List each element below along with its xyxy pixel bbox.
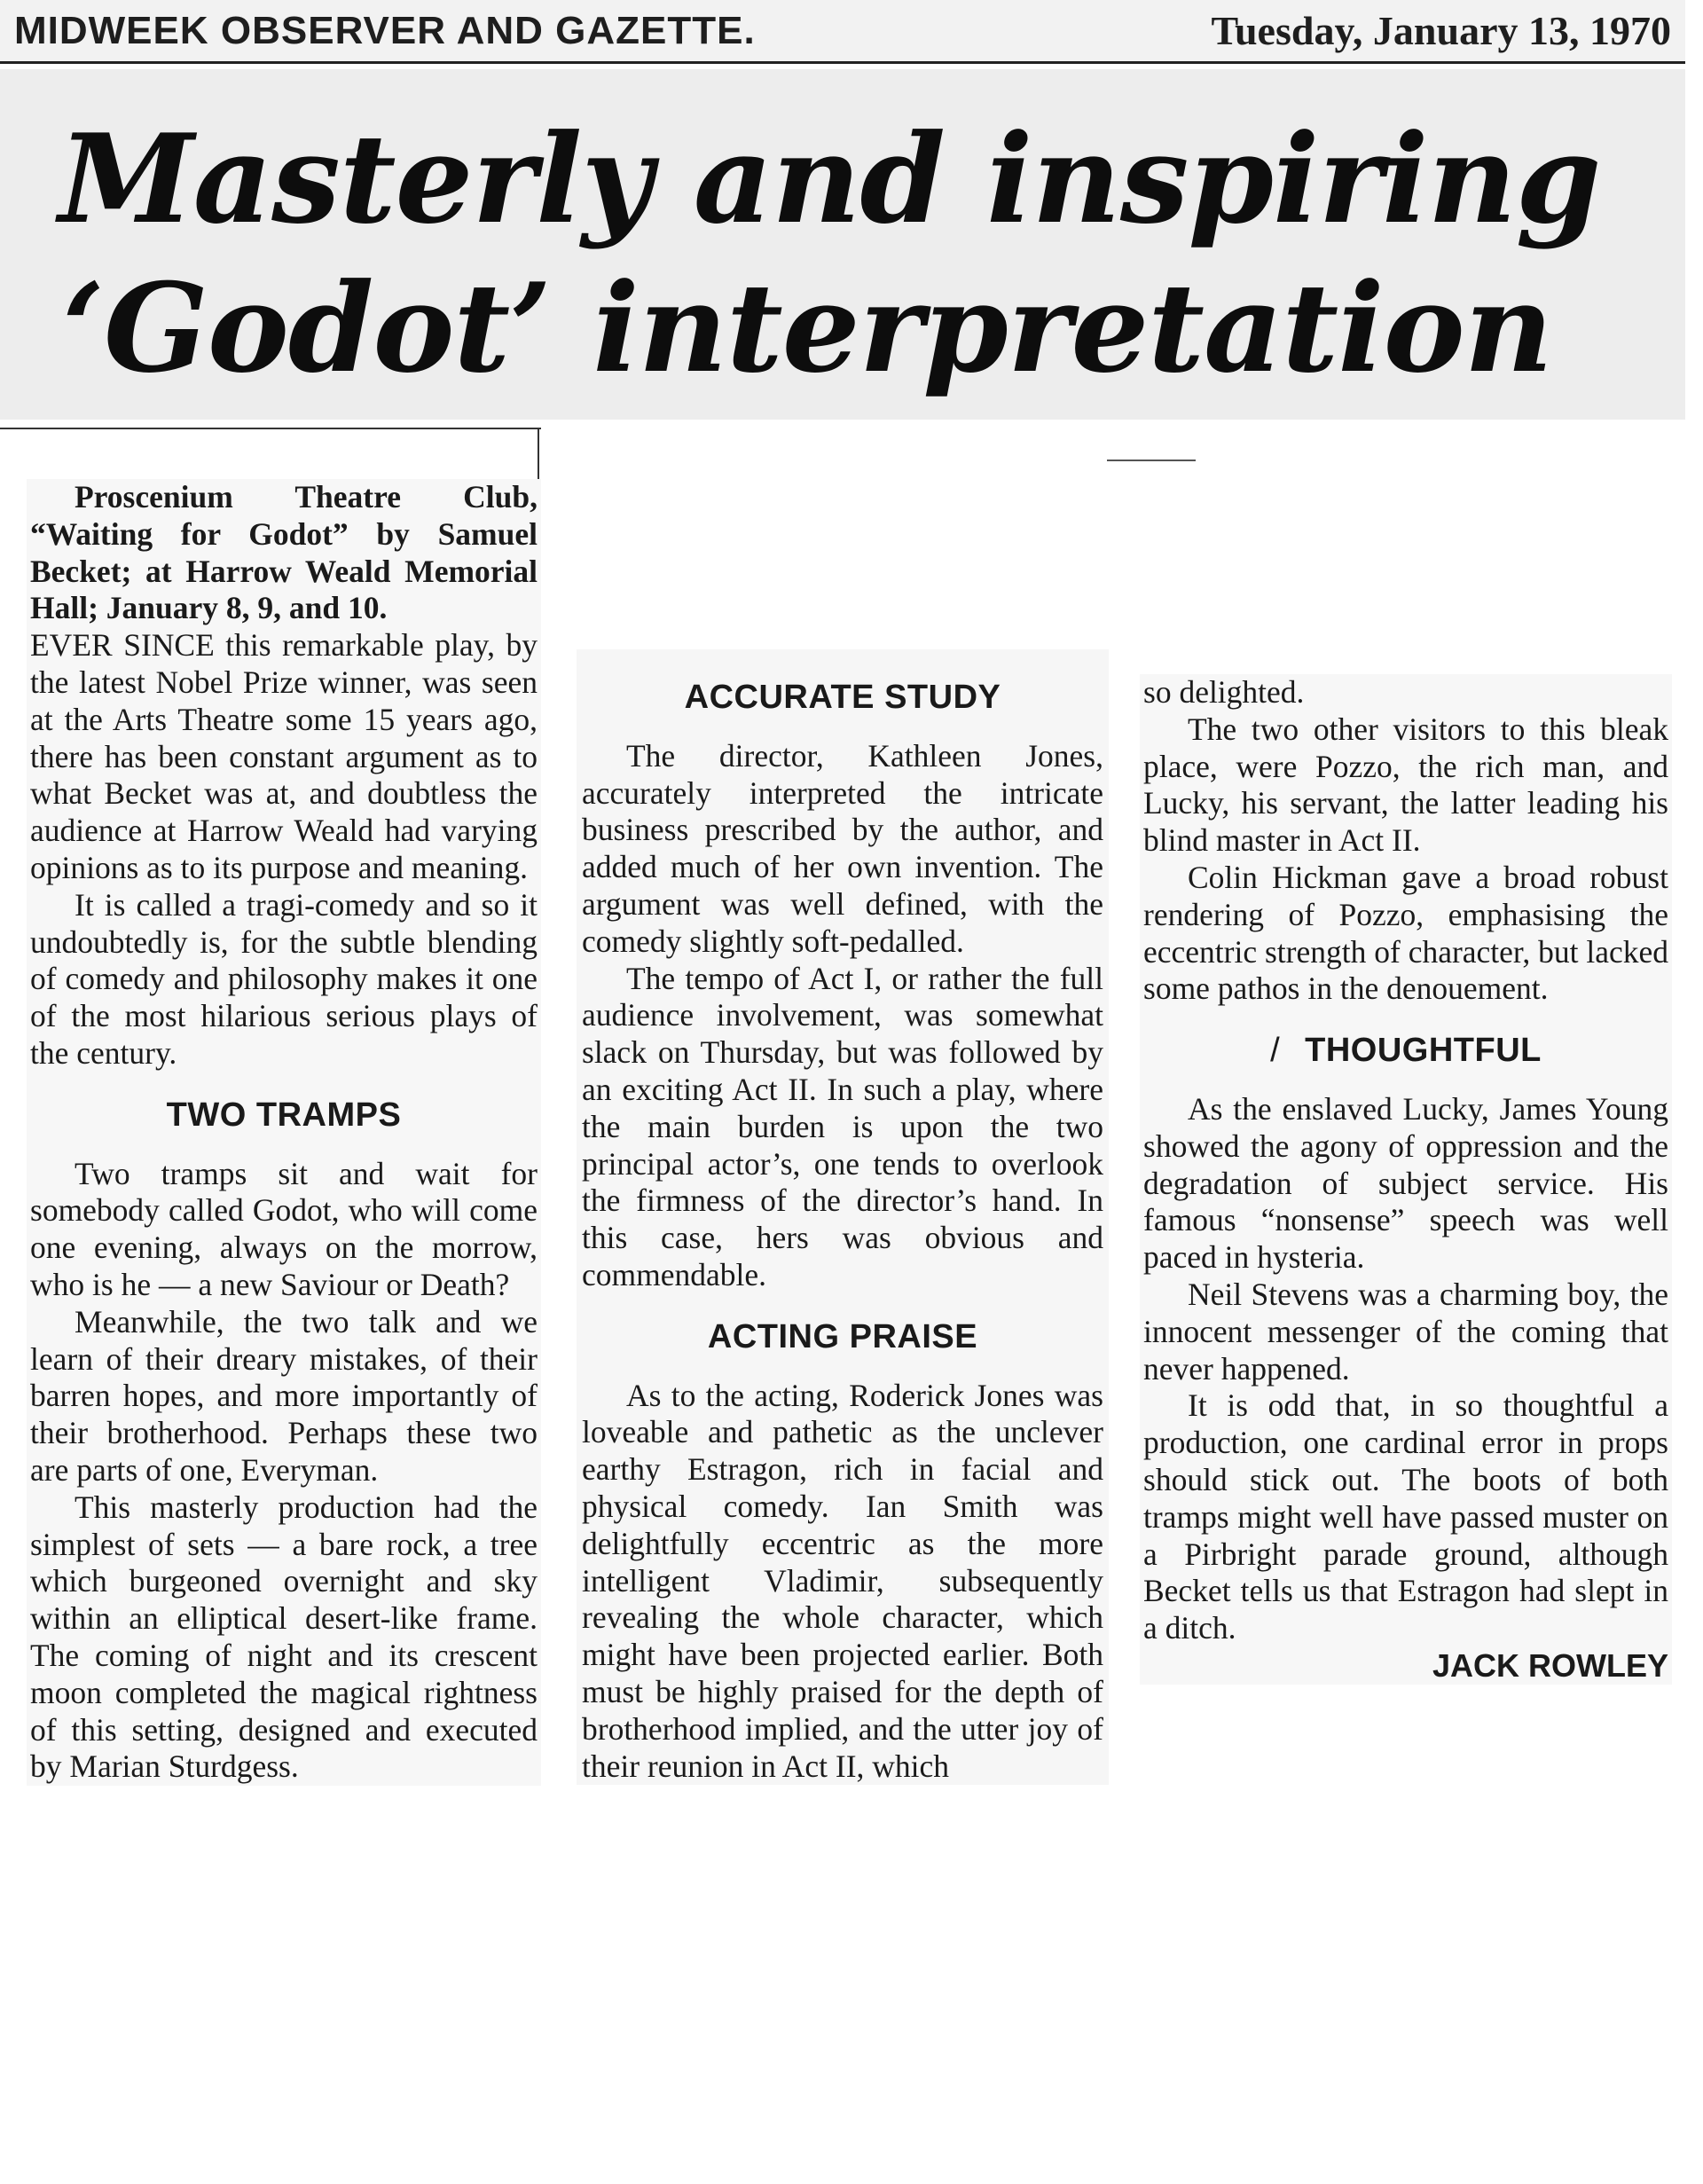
column-rule-fragment [1107,460,1196,461]
issue-date: Tuesday, January 13, 1970 [1211,8,1671,53]
headline-line-1: Masterly and inspiring [59,106,1601,251]
column-rule-vertical [538,428,539,481]
paragraph: Neil Stevens was a charming boy, the innocent messenger of the coming that never happened. [1143,1276,1668,1387]
paragraph: As to the acting, Roderick Jones was loveable and pathetic as the unclever earthy Estragon, rich in facial and physical comedy. Ian Smith was delightfully eccentric as the more intelligent Vladimir, subsequently revealing the whole character, which might have been projected earlier. Both must be highly praised for the depth of brotherhood implied, and the utter joy of their reunion in Act II, which [582,1377,1103,1784]
paragraph: Meanwhile, the two talk and we learn of their dreary mistakes, of their barren hopes, and more importantly of their brotherhood. Perhaps these two are parts of one, Everyman. [30,1303,538,1488]
subheading-acting-praise: ACTING PRAISE [707,1317,978,1355]
column-rule-top [0,428,541,429]
masthead [0,0,1685,64]
paragraph: The director, Kathleen Jones, accurately interpreted the intricate business prescribed by the author, and added much of her own invention. The argument was well defined, with the comedy slightly soft-pedalled. [582,737,1103,959]
subheading-label: THOUGHTFUL [1305,1032,1542,1070]
paragraph: It is called a tragi-comedy and so it undoubtedly is, for the subtle blending of comedy and philosophy makes it one of the most hilarious serious plays of the century. [30,886,538,1071]
review-credits: Proscenium Theatre Club, “Waiting for Godot” by Samuel Becket; at Harrow Weald Memorial Hall; January 8, 9, and 10. [30,479,538,626]
paragraph: The tempo of Act I, or rather the full audience involvement, was somewhat slack on Thursday, but was followed by an exciting Act II. In such a play, where the main burden is upon the two principal actor’s, one tends to overlook the firmness of the director’s hand. In this case, hers was obvious and commendable. [582,960,1103,1292]
subheading-two-tramps: TWO TRAMPS [166,1096,402,1134]
article-column-3 [1140,674,1672,1685]
subheading-accurate-study: ACCURATE STUDY [684,679,1001,716]
paragraph: so delighted. [1143,674,1305,710]
paragraph: As the enslaved Lucky, James Young showed the agony of oppression and the degradation of subject service. His famous “nonsense” speech was well paced in hysteria. [1143,1090,1668,1276]
article-column-1 [27,479,541,1786]
paragraph: Colin Hickman gave a broad robust rendering of Pozzo, emphasising the eccentric strength of character, but lacked some pathos in the denouement. [1143,859,1668,1007]
paragraph: It is odd that, in so thoughtful a production, one cardinal error in props should stick out. The boots of both tramps might well have passed muster on a Pirbright parade ground, although Becket tells us that Estragon had slept in a ditch. [1143,1387,1668,1646]
headline-line-2: ‘Godot’ interpretation [62,255,1553,400]
subheading-thoughtful [1143,1033,1668,1070]
paragraph: The two other visitors to this bleak place, were Pozzo, the rich man, and Lucky, his servant, the latter leading his blind master in Act II. [1143,711,1668,859]
article-column-2 [577,649,1109,1785]
headline [0,105,1685,403]
paragraph: Two tramps sit and wait for somebody called Godot, who will come one evening, always on the morrow, who is he — a new Saviour or Death? [30,1155,538,1302]
paragraph: EVER SINCE this remarkable play, by the latest Nobel Prize winner, was seen at the Arts Theatre some 15 years ago, there has been constant argument as to what Becket was at, and doubtless the audience at Harrow Weald had varying opinions as to its purpose and meaning. [30,627,538,885]
byline: JACK ROWLEY [1432,1646,1668,1684]
slash-mark: / [1270,1032,1281,1070]
newspaper-name: MIDWEEK OBSERVER AND GAZETTE. [14,8,756,52]
paragraph: This masterly production had the simplest of sets — a bare rock, a tree which burgeoned overnight and sky within an elliptical desert-like frame. The coming of night and its crescent moon completed the magical rightness of this setting, designed and executed by Marian Sturdgess. [30,1489,538,1785]
